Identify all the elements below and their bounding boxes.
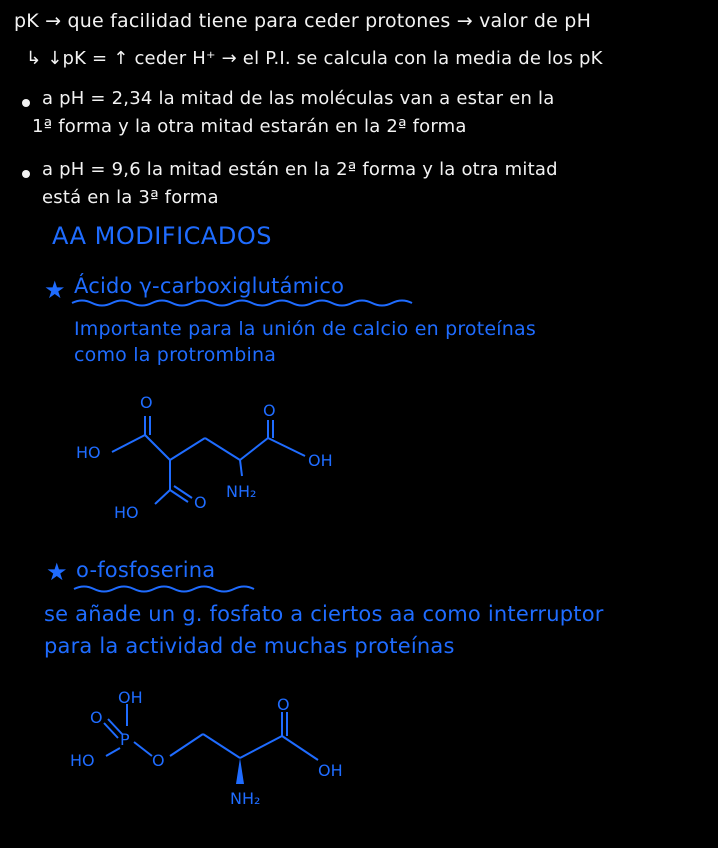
star-icon: ★ — [44, 276, 66, 304]
star-icon: ★ — [46, 558, 68, 586]
label-o-mid: O — [152, 751, 165, 770]
label-ho-left: HO — [76, 443, 101, 462]
aa1-name: Ácido γ-carboxiglutámico — [74, 274, 345, 298]
aa1-name-underline — [70, 298, 415, 308]
bullet-1-line-1: a pH = 2,34 la mitad de las moléculas van a estar en la — [42, 88, 555, 109]
note-line-pi: ↳ ↓pK = ↑ ceder H⁺ → el P.I. se calcula con la media de los pK — [26, 48, 603, 69]
label-ho: HO — [70, 751, 95, 770]
label-o-top: O — [277, 695, 290, 714]
label-o-top-1: O — [140, 393, 153, 412]
aa1-desc-line-1: Importante para la unión de calcio en proteínas — [74, 318, 536, 340]
label-oh-right: OH — [308, 451, 333, 470]
label-oh-right: OH — [318, 761, 343, 780]
label-oh-top: OH — [118, 688, 143, 707]
aa1-desc-line-2: como la protrombina — [74, 344, 277, 366]
aa2-name: o-fosfoserina — [76, 558, 216, 582]
label-o-bottom: O — [194, 493, 207, 512]
bullet-2-line-2: está en la 3ª forma — [42, 187, 219, 208]
note-line-pk: pK → que facilidad tiene para ceder protones → valor de pH — [14, 10, 592, 32]
label-nh2: NH₂ — [230, 789, 261, 808]
section-title: AA MODIFICADOS — [52, 222, 272, 250]
aa2-structure — [60, 686, 360, 816]
bullet-dot-1 — [22, 99, 30, 107]
aa2-name-underline — [72, 584, 262, 594]
label-o-top-2: O — [263, 401, 276, 420]
aa1-structure — [60, 380, 360, 530]
bullet-2-line-1: a pH = 9,6 la mitad están en la 2ª forma y la otra mitad — [42, 159, 558, 180]
label-nh2: NH₂ — [226, 482, 257, 501]
label-ho-bottom: HO — [114, 503, 139, 522]
bullet-1-line-2: 1ª forma y la otra mitad estarán en la 2ª forma — [32, 116, 467, 137]
bullet-dot-2 — [22, 170, 30, 178]
label-o-left: O — [90, 708, 103, 727]
aa2-desc-line-2: para la actividad de muchas proteínas — [44, 634, 455, 658]
label-p: P — [120, 730, 130, 749]
aa2-desc-line-1: se añade un g. fosfato a ciertos aa como interruptor — [44, 602, 604, 626]
